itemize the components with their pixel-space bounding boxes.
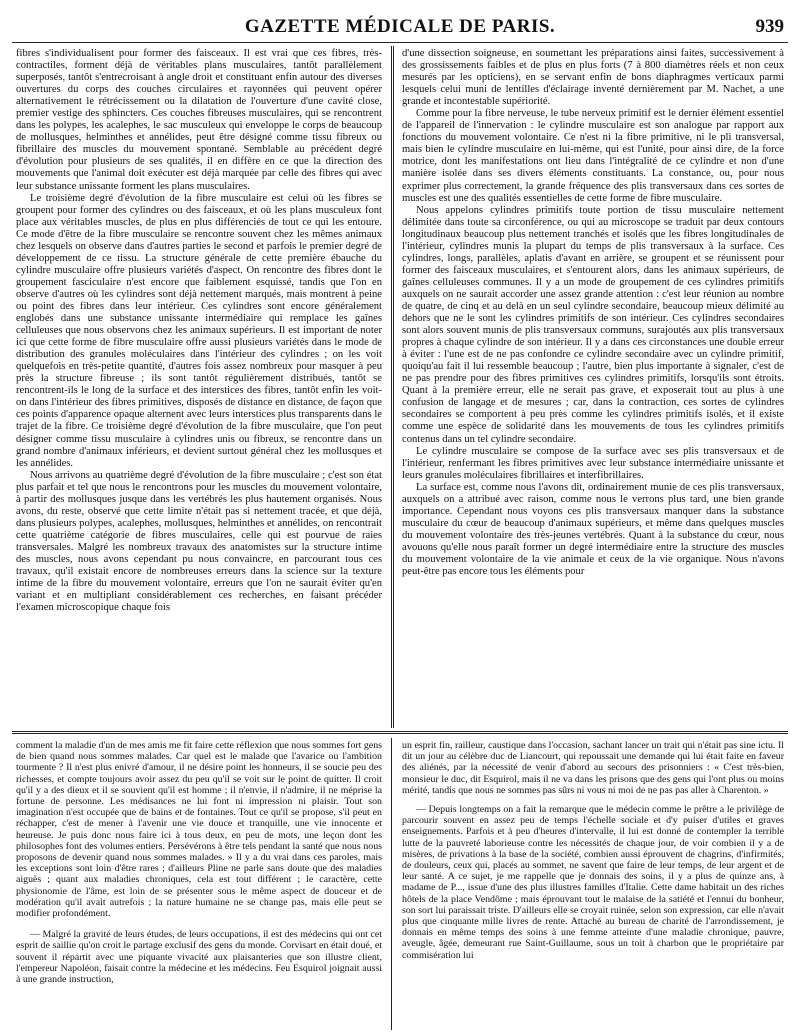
paragraph: Comme pour la fibre nerveuse, le tube nerveux primitif est le dernier élément essentiel de l'appareil de l'innervation : le cylindre musculaire est son analogue par rapport aux fonctions du mouvement volontaire. Ce n'est ni la fibre primitive, ni le pli transversal, mais bien le cylindre musculaire en lui-même, qui est l'unité, pour ainsi dire, de la force motrice, dont les manifestations ont lieu dans l'intégralité de ce cylindre et non d'une manière isolée dans ses divers éléments constituants. La constance, ou, pour nous exprimer plus correctement, la grande fréquence des plis transversaux dans ces sortes de muscles est une des qualités essentielles de cette forme de fibre musculaire. <box>402 108 784 204</box>
paragraph: d'une dissection soigneuse, en soumettant les préparations ainsi faites, successivement à des grossissements faibles et de plus en plus forts (7 à 800 diamètres réels et non ceux mesurés par les opticiens), en se servant enfin de bons diaphragmes verticaux parmi lesquels celui muni de lentilles d'éclairage inventé dernièrement par M. Nachet, a une grande et incontestable supériorité. <box>402 48 784 108</box>
paragraph: Nous appelons cylindres primitifs toute portion de tissu musculaire nettement délimitée dans toute sa circonférence, ou qui au microscope se traduit par deux contours longitudinaux beaucoup plus nettement tranchés et isolés que les fibres longitudinales de l'intérieur, cylindres munis la plupart du temps de plis transversaux à la surface. Ces cylindres, longs, parallèles, aplatis d'avant en arrière, se groupent et se réunissent pour former des faisceaux musculaires, et s'entourent alors, dans les animaux supérieurs, de gaînes celluleuses communes. Il y a un mode de groupement de ces cylindres primitifs auxquels on ne saurait accorder une assez grande attention : c'est leur réunion au nombre de quatre, de cinq et au delà en un seul cylindre secondaire, beaucoup mieux délimité au dehors que ne le sont les cylindres primitifs de son intérieur. Ces cylindres secondaires sont alors souvent munis de plis transversaux communs, surajoutés aux plis transversaux propres à chaque cylindre de son intérieur. Il y a dans ces circonstances une double erreur à éviter : l'une est de ne pas confondre ce cylindre secondaire avec un cylindre primitif, quoiqu'au fait il lui ressemble beaucoup ; l'autre, bien plus importante à signaler, c'est de ne pas prendre pour des fibres primitives ces cylindres primitifs, lorsqu'ils sont étroits. Quant à la première erreur, elle ne serait pas grave, et exposerait tout au plus à une confusion de langage et de mesures ; car, dans la contraction, ces sortes de cylindres secondaires se comportent à peu près comme les cylindres primitifs isolés, et il existe comme une espèce de solidarité dans les mouvements de tous les cylindres primitifs contenus dans un tel cylindre secondaire. <box>402 204 784 445</box>
lower-left-column <box>16 740 382 1028</box>
column-divider <box>391 46 394 728</box>
paragraph: un esprit fin, railleur, caustique dans l'occasion, sachant lancer un trait qui n'était pas sine ictu. Il dit un jour au célèbre duc de Liancourt, qui repoussait une demande qui lui était faite en faveur des aliénés, par la nécessité de venir d'abord au secours des prisonniers : « C'est très-bien, monsieur le duc, dit Esquirol, mais il ne va dans les prisons que des gens qui l'ont plus ou moins mérité, tandis que nous ne sommes pas sûrs ni vous ni moi de ne pas pas aller à Charenton. » <box>402 740 784 796</box>
header-rule <box>12 42 788 43</box>
paragraph: fibres s'individualisent pour former des faisceaux. Il est vrai que ces fibres, très-contractiles, forment déjà de véritables plans musculaires, tantôt parallèlement superposés, tantôt s'entrecroisant à angle droit et constituant enfin autour des diverses ouvertures du corps des couches circulaires et rayonnées qui peuvent opérer alternativement le rétrécissement ou la dilatation de l'ouverture d'une cavité close, premier vestige des sphincters. Ces couches fibreuses musculaires, qui se rencontrent dans les polypes, les acalephes, le sac musculeux qui enveloppe le corps de beaucoup de mollusques, helminthes et annélides, peut être désigné comme tissu fibreux ou fibrillaire des muscles du mouvement spontané. Semblable au précédent degré d'évolution pour plusieurs de ses qualités, il en diffère en ce que la direction des mouvements que l'animal doit exécuter est déjà marquée par celle des fibres qui avec leur substance unissante forment les plans musculaires. <box>16 48 382 192</box>
column-divider <box>391 738 392 1030</box>
journal-title: GAZETTE MÉDICALE DE PARIS. <box>244 16 556 37</box>
upper-right-column <box>402 48 784 726</box>
page-header <box>12 16 788 42</box>
page-number: 939 <box>755 16 784 37</box>
paragraph: Le cylindre musculaire se compose de la surface avec ses plis transversaux et de l'intérieur, renfermant les fibres primitives avec leur substance intermédiaire unissante et leurs granules moléculaires fibrillaires et interfibrillaires. <box>402 445 784 481</box>
section-divider <box>12 731 788 734</box>
paragraph: — Malgré la gravité de leurs études, de leurs occupations, il est des médecins qui ont cet esprit de saillie qu'on croit le partage exclusif des gens du monde. Corvisart en était doué, et souvent il répartit avec une piquante vivacité aux plaisanteries que son illustre client, l'empereur Napoléon, faisait contre la médecine et les médecins. Feu Esquirol joignait aussi à une grande instruction, <box>16 929 382 986</box>
paragraph: comment la maladie d'un de mes amis me fit faire cette réflexion que nous sommes fort gens de bien quand nous sommes malades. Car quel est le malade que l'avarice ou l'ambition tourmente ? Il n'est plus enivré d'amour, il ne désire point les honneurs, il se soucie peu des richesses, et compte toujours avoir assez du peu qu'il se voit sur le point de quitter. Il croit qu'il y a des dieux et il se souvient qu'il est homme ; il n'envie, il n'admire, il ne méprise la fortune de personne. Les médisances ne lui font ni impression ni plaisir. Tout son imagination n'est occupée que de bains et de fontaines. Tout ce qu'il se propose, s'il peut en réchapper, c'est de mener à l'avenir une vie douce et tranquille, une vie innocente et heureuse. Je puis donc nous faire ici à tous deux, en peu de mots, une leçon dont les philosophes font des volumes entiers. Persévérons à être tels pendant la santé que nous nous proposons de devenir quand nous sommes malades. » Il y a du vrai dans ces paroles, mais les exceptions sont loin d'être rares ; d'ailleurs Pline ne parle sans doute que des maladies aiguës ; quant aux maladies chroniques, cela est tout différent ; le caractère, cette physionomie de l'âme, est loin de se présenter sous le même aspect de douceur et de modération qu'il avait autrefois ; la nature humaine ne se change pas, mais elle peut se modifier profondément. <box>16 740 382 920</box>
lower-right-column <box>402 740 784 1028</box>
paragraph: Nous arrivons au quatrième degré d'évolution de la fibre musculaire ; c'est son état plus parfait et tel que nous le rencontrons pour les muscles du mouvement volontaire, à partir des mollusques jusque dans les vertébrés les plus hautement organisés. Nous avons, du reste, observé que cette limite n'était pas si nettement tracée, et que déjà, dans plusieurs polypes, acalephes, mollusques, helminthes et annélides, on rencontrait cette quatrième catégorie de fibres musculaires, celle qui est pourvue de raies transversales. Malgré les nombreux travaux des anatomistes sur la structure intime des muscles, nous avons cependant pu nous convaincre, en parcourant tous ces travaux, qu'il existait encore de nombreuses erreurs dans la science sur la texture intime de la fibre du mouvement volontaire, erreurs que l'on ne saurait éviter qu'en variant et en multipliant considérablement ces recherches, en faisant précéder l'examen microscopique chaque fois <box>16 469 382 614</box>
paragraph: Le troisième degré d'évolution de la fibre musculaire est celui où les fibres se groupent pour former des cylindres ou des faisceaux, et où les plans musculeux font place aux véritables muscles, de plus en plus différenciés de tout ce qui les entoure. Ce mode d'être de la fibre musculaire se rencontre souvent chez les mêmes animaux chez lesquels on observe dans d'autres parties le second et parfois le premier degré de développement de ce tissu. La structure générale de cette première ébauche du cylindre musculaire offre plusieurs variétés d'aspect. On rencontre des fibres dont le groupement fasciculaire n'est encore que faiblement esquissé, tandis que l'on en observe d'autres où les cylindres sont déjà nettement marqués, mais montrent à peine ou point des fibres dans leur intérieur. Ces cylindres sont encore généralement englobés dans une substance unissante intermédiaire qui remplace les gaînes celluleuses que nous observons chez les animaux supérieurs. Il est important de noter ici que cette forme de fibre musculaire offre aussi plusieurs variétés dans le mode de distribution des granules moléculaires dans l'intérieur des cylindres ; on les voit quelquefois en très-petite quantité, d'autres fois assez nombreux pour masquer à peu près la structure fibreuse ; ils sont tantôt régulièrement distribués, tantôt se rencontrent-ils le long de la surface et des interstices des fibres, tantôt enfin les voit-on dans l'intérieur des fibres primitives, disposés de distance en distance, de façon que ces points d'apparence opaque alternent avec leurs interstices plus transparents dans le trajet de la fibre. Ce troisième degré d'évolution de la fibre musculaire, que l'on peut désigner comme tissu musculaire à cylindres unis ou fibreux, se rencontre dans un grand nombre d'animaux inférieurs, et devient surtout général chez les mollusques et les annélides. <box>16 192 382 469</box>
paragraph: La surface est, comme nous l'avons dit, ordinairement munie de ces plis transversaux, auxquels on a attribué avec raison, comme nous le verrons plus tard, une bien grande importance. Cependant nous voyons ces plis transversaux manquer dans la substance musculaire du cœur de beaucoup d'animaux supérieurs, et même dans quelques muscles du mouvement volontaire des très-jeunes vertébrés. Quant à la substance du cœur, nous avouons qu'elle nous paraît former un degré intermédiaire entre la structure des muscles du mouvement volontaire de la vie animale et ceux de la vie organique. Nous n'avons peut-être pas encore tous les éléments pour <box>402 481 784 578</box>
upper-left-column <box>16 48 382 726</box>
paragraph: — Depuis longtemps on a fait la remarque que le médecin comme le prêtre a le privilège de parcourir souvent en assez peu de temps l'échelle sociale et d'y puiser d'utiles et graves enseignements. Parfois et à peu d'heures d'intervalle, il lui est donné de contempler la terrible lutte de la pauvreté laborieuse contre les nécessités de chaque jour, de voir combien il y a de misères, de privations à la base de la société, combien aussi éprouvent de chagrins, d'infirmités, de douleurs, ceux qui, placés au sommet, ne savent que faire de leur temps, de leur argent et de leur santé. A ce sujet, je me rappelle que je donnais des soins, il y a plus de quinze ans, à madame de P..., issue d'une des plus illustres familles d'Italie. Cette dame habitait un des riches hôtels de la place Vendôme ; mais éprouvant tout le malaise de la satiété et l'ennui du bonheur, son sort lui paraissait triste. D'ailleurs elle se croyait ruinée, selon son expression, car elle n'avait plus que cinquante mille livres de rente. Attaché au bureau de charité de l'arrondissement, je donnais en même temps des soins à une femme atteinte d'une maladie chronique, pauvre, aveugle, âgée, demeurant rue Saint-Guillaume, sous un toit à charbon que le propriétaire par commisération lui <box>402 804 784 961</box>
